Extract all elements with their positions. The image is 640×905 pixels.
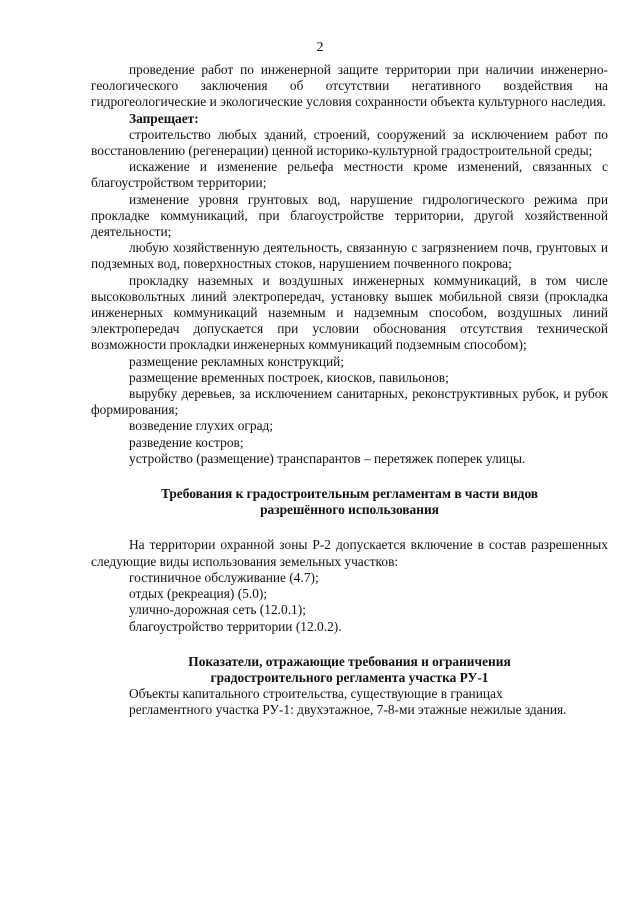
section2-title-line1: Показатели, отражающие требования и ограничения (188, 653, 511, 669)
prohibitions-list (91, 127, 608, 467)
section2-line2: регламентного участка РУ-1: двухэтажное, 7-8-ми этажные нежилые здания. (129, 702, 567, 718)
prohibition-item: изменение уровня грунтовых вод, нарушение гидрологического режима при прокладке коммуникаций, при благоустройстве территории, другой хозяйственной деятельности; (91, 191, 608, 240)
prohibition-item: устройство (размещение) транспарантов – перетяжек поперек улицы. (129, 450, 526, 466)
prohibition-item: размещение рекламных конструкций; (129, 353, 345, 369)
prohibition-item: искажение и изменение рельефа местности кроме изменений, связанных с благоустройством территории; (91, 159, 608, 191)
prohibition-item: строительство любых зданий, строений, сооружений за исключением работ по восстановлению (регенерации) ценной историко-культурной градостроительной среды; (91, 126, 608, 159)
land-use-item: отдых (рекреация) (5.0); (129, 586, 268, 602)
prohibition-item: прокладку наземных и воздушных инженерных коммуникаций, в том числе высоковольтных линий электропередач, установку вышек мобильной связи (прокладка инженерных коммуникаций наземным и надземным способом, воздушных линий электропередач допускается при условии обоснования отсутствия технической возможности прокладки инженерных коммуникаций подземным способом); (91, 272, 608, 353)
prohibition-item: вырубку деревьев, за исключением санитарных, реконструктивных рубок, и рубок формирования; (91, 386, 608, 418)
document-body (91, 62, 608, 719)
land-use-item: благоустройство территории (12.0.2). (129, 618, 342, 634)
section2-line1: Объекты капитального строительства, существующие в границах (129, 686, 503, 702)
land-use-item: улично-дорожная сеть (12.0.1); (129, 602, 306, 618)
prohibition-item: любую хозяйственную деятельность, связанную с загрязнением почв, грунтовых и подземных вод, поверхностных стоков, нарушением почвенного покрова; (91, 240, 608, 272)
land-use-item: гостиничное обслуживание (4.7); (129, 569, 319, 585)
intro-paragraph: проведение работ по инженерной защите территории при наличии инженерно-геологического заключения об отсутствии негативного воздействия на гидрогеологические и экологические условия сохранности объекта культурного наследия. (91, 62, 608, 110)
prohibition-item: разведение костров; (129, 434, 244, 450)
section1-title-line1: Требования к градостроительным регламентам в части видов (160, 486, 539, 502)
prohibition-item: размещение временных построек, киосков, павильонов; (129, 369, 449, 385)
prohibition-item: возведение глухих оград; (129, 418, 274, 434)
land-use-list (91, 570, 608, 635)
page-number: 2 (316, 40, 324, 55)
section1-title-line2: разрешённого использования (260, 502, 439, 518)
section1-paragraph: На территории охранной зоны Р-2 допускается включение в состав разрешенных следующие виды использования земельных участков: (91, 537, 608, 569)
prohibits-label: Запрещает: (129, 110, 199, 126)
section2-title-line2: градостроительного регламента участка РУ-1 (210, 669, 489, 685)
